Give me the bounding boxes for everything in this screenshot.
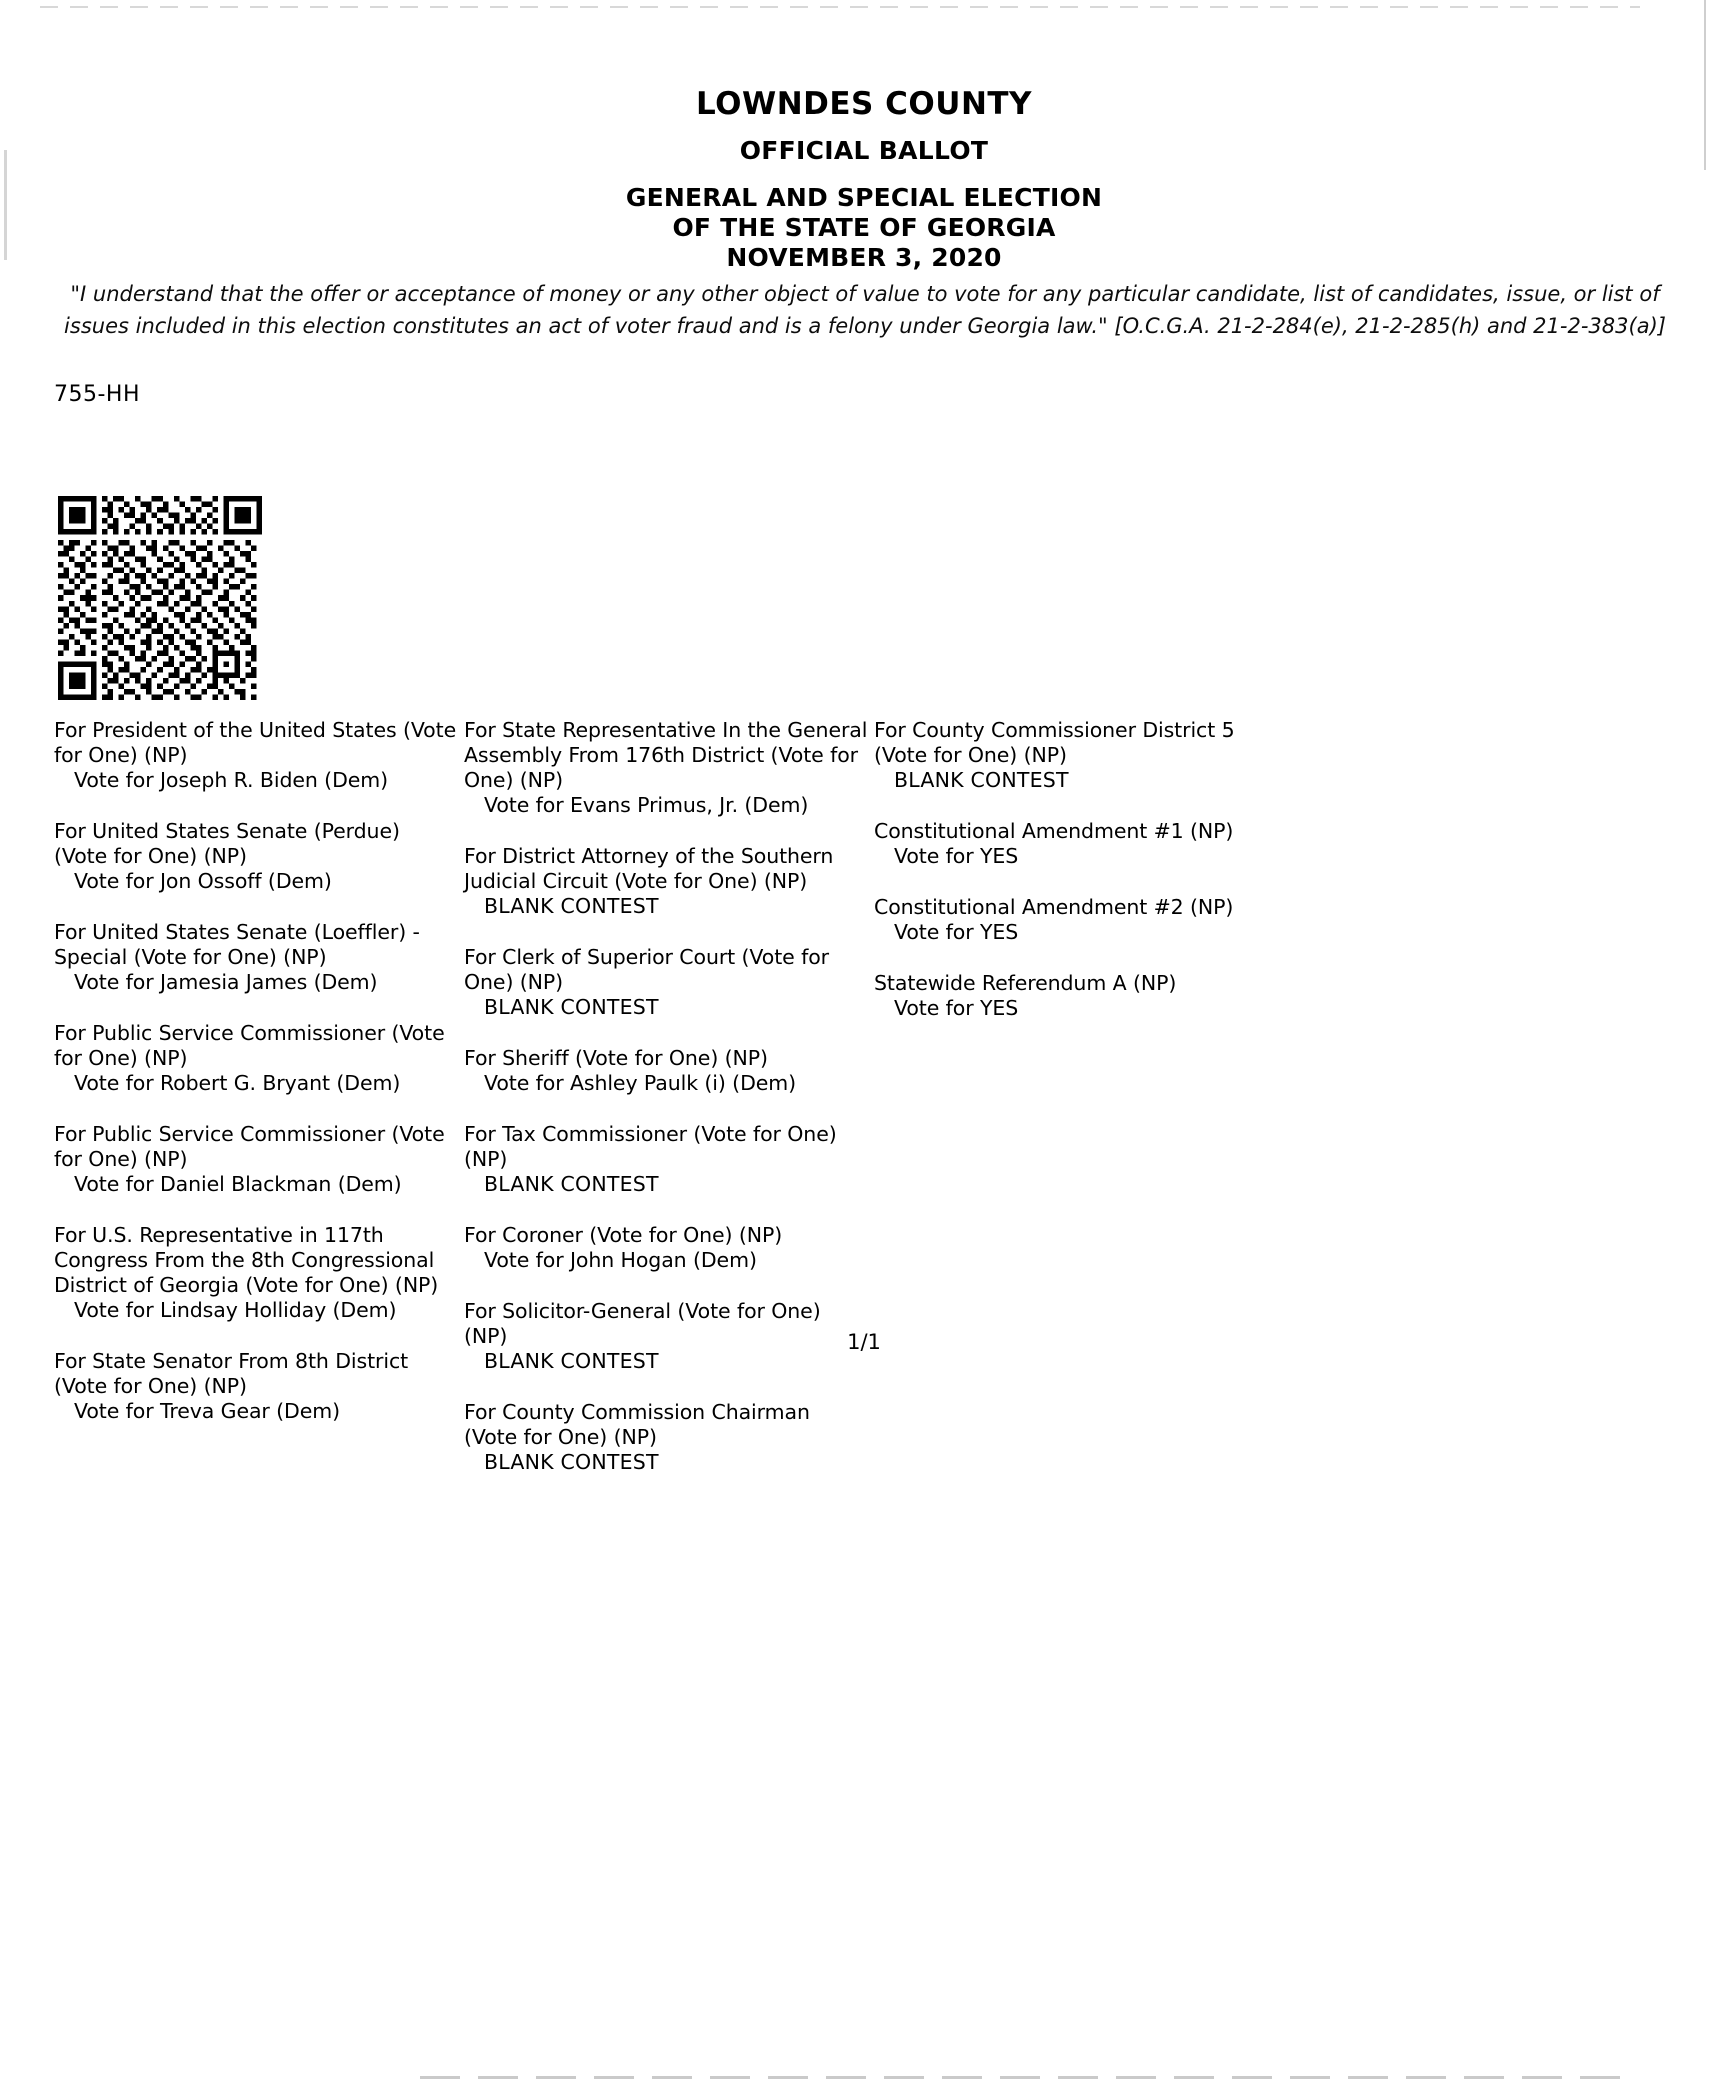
- official-ballot-title: OFFICIAL BALLOT: [739, 136, 989, 165]
- contest: [464, 945, 868, 1020]
- contest: [874, 895, 1278, 945]
- contest: [54, 718, 458, 793]
- contest-selection: BLANK CONTEST: [484, 1172, 659, 1196]
- contest-selection: Vote for Robert G. Bryant (Dem): [74, 1071, 401, 1095]
- contest-selection: Vote for Jamesia James (Dem): [74, 970, 378, 994]
- election-title-line-1: GENERAL AND SPECIAL ELECTION: [625, 183, 1103, 212]
- contest-selection: Vote for Daniel Blackman (Dem): [74, 1172, 402, 1196]
- contest-title: For Public Service Commissioner (Vote for One) (NP): [54, 1021, 445, 1070]
- contest-selection: Vote for Joseph R. Biden (Dem): [74, 768, 389, 792]
- contest-title: For Tax Commissioner (Vote for One) (NP): [464, 1122, 837, 1171]
- contest-title: For County Commission Chairman (Vote for One) (NP): [464, 1400, 810, 1449]
- contest: [54, 1349, 458, 1424]
- contest-selection: BLANK CONTEST: [484, 894, 659, 918]
- contest-title: For State Senator From 8th District (Vote for One) (NP): [54, 1349, 409, 1398]
- contest-title: For Sheriff (Vote for One) (NP): [464, 1046, 768, 1070]
- contest-title: For President of the United States (Vote for One) (NP): [54, 718, 457, 767]
- ballot-selections: [54, 718, 1674, 1501]
- ballot-header: [0, 86, 1728, 273]
- contest: [464, 844, 868, 919]
- contest: [54, 1223, 458, 1323]
- ballot-column-3: [874, 718, 1278, 1501]
- qr-code: [54, 496, 266, 700]
- contest-selection: Vote for Jon Ossoff (Dem): [74, 869, 332, 893]
- contest-title: For U.S. Representative in 117th Congress From the 8th Congressional District of Georgia (Vote for One) (NP): [54, 1223, 439, 1297]
- contest: [54, 819, 458, 894]
- contest: [54, 1122, 458, 1197]
- contest-selection: Vote for YES: [894, 844, 1019, 868]
- contest-selection: BLANK CONTEST: [484, 1450, 659, 1474]
- contest: [54, 1021, 458, 1096]
- contest: [464, 1122, 868, 1197]
- ballot-column-2: [464, 718, 868, 1501]
- contest-selection: Vote for YES: [894, 920, 1019, 944]
- voter-oath-text: "I understand that the offer or acceptance of money or any other object of value to vote for any particular candidate, list of candidates, issue, or list of issues included in this election constitutes an act of voter fraud and is a felony under Georgia law." [O.C.G.A. 21-2-284(e), 21-2-285(h) and 21-2-383(a)]: [64, 282, 1666, 338]
- contest: [464, 1223, 868, 1273]
- contest-title: For District Attorney of the Southern Judicial Circuit (Vote for One) (NP): [464, 844, 834, 893]
- contest-title: For Public Service Commissioner (Vote for One) (NP): [54, 1122, 445, 1171]
- contest-title: For Solicitor-General (Vote for One) (NP): [464, 1299, 821, 1348]
- contest-selection: Vote for Lindsay Holliday (Dem): [74, 1298, 397, 1322]
- contest-selection: BLANK CONTEST: [894, 768, 1069, 792]
- qr-code-icon: [54, 496, 266, 700]
- contest: [464, 1046, 868, 1096]
- contest-title: Constitutional Amendment #1 (NP): [874, 819, 1234, 843]
- contest-selection: Vote for John Hogan (Dem): [484, 1248, 757, 1272]
- contest: [464, 718, 868, 818]
- contest-title: For County Commissioner District 5 (Vote for One) (NP): [874, 718, 1235, 767]
- contest: [54, 920, 458, 995]
- scan-artifact-bottom: [420, 2076, 1620, 2079]
- contest-selection: Vote for Ashley Paulk (i) (Dem): [484, 1071, 797, 1095]
- ballot-style-id: 755-HH: [54, 382, 141, 407]
- contest: [874, 971, 1278, 1021]
- contest-title: For Clerk of Superior Court (Vote for One) (NP): [464, 945, 829, 994]
- election-title-line-2: OF THE STATE OF GEORGIA: [672, 213, 1056, 242]
- ballot-column-1: [54, 718, 458, 1501]
- contest-title: Constitutional Amendment #2 (NP): [874, 895, 1234, 919]
- contest: [874, 819, 1278, 869]
- contest-selection: Vote for Treva Gear (Dem): [74, 1399, 341, 1423]
- county-title: LOWNDES COUNTY: [696, 86, 1032, 122]
- contest-title: For United States Senate (Perdue) (Vote for One) (NP): [54, 819, 400, 868]
- contest-selection: Vote for Evans Primus, Jr. (Dem): [484, 793, 809, 817]
- contest: [464, 1400, 868, 1475]
- contest-selection: BLANK CONTEST: [484, 995, 659, 1019]
- page-number: 1/1: [847, 1330, 881, 1354]
- contest-title: For United States Senate (Loeffler) - Special (Vote for One) (NP): [54, 920, 420, 969]
- contest-selection: Vote for YES: [894, 996, 1019, 1020]
- election-date: NOVEMBER 3, 2020: [726, 243, 1002, 272]
- contest: [874, 718, 1278, 793]
- contest-title: Statewide Referendum A (NP): [874, 971, 1177, 995]
- scan-artifact-top: [40, 6, 1640, 8]
- contest-title: For State Representative In the General Assembly From 176th District (Vote for One) (NP): [464, 718, 868, 792]
- contest-selection: BLANK CONTEST: [484, 1349, 659, 1373]
- contest-title: For Coroner (Vote for One) (NP): [464, 1223, 783, 1247]
